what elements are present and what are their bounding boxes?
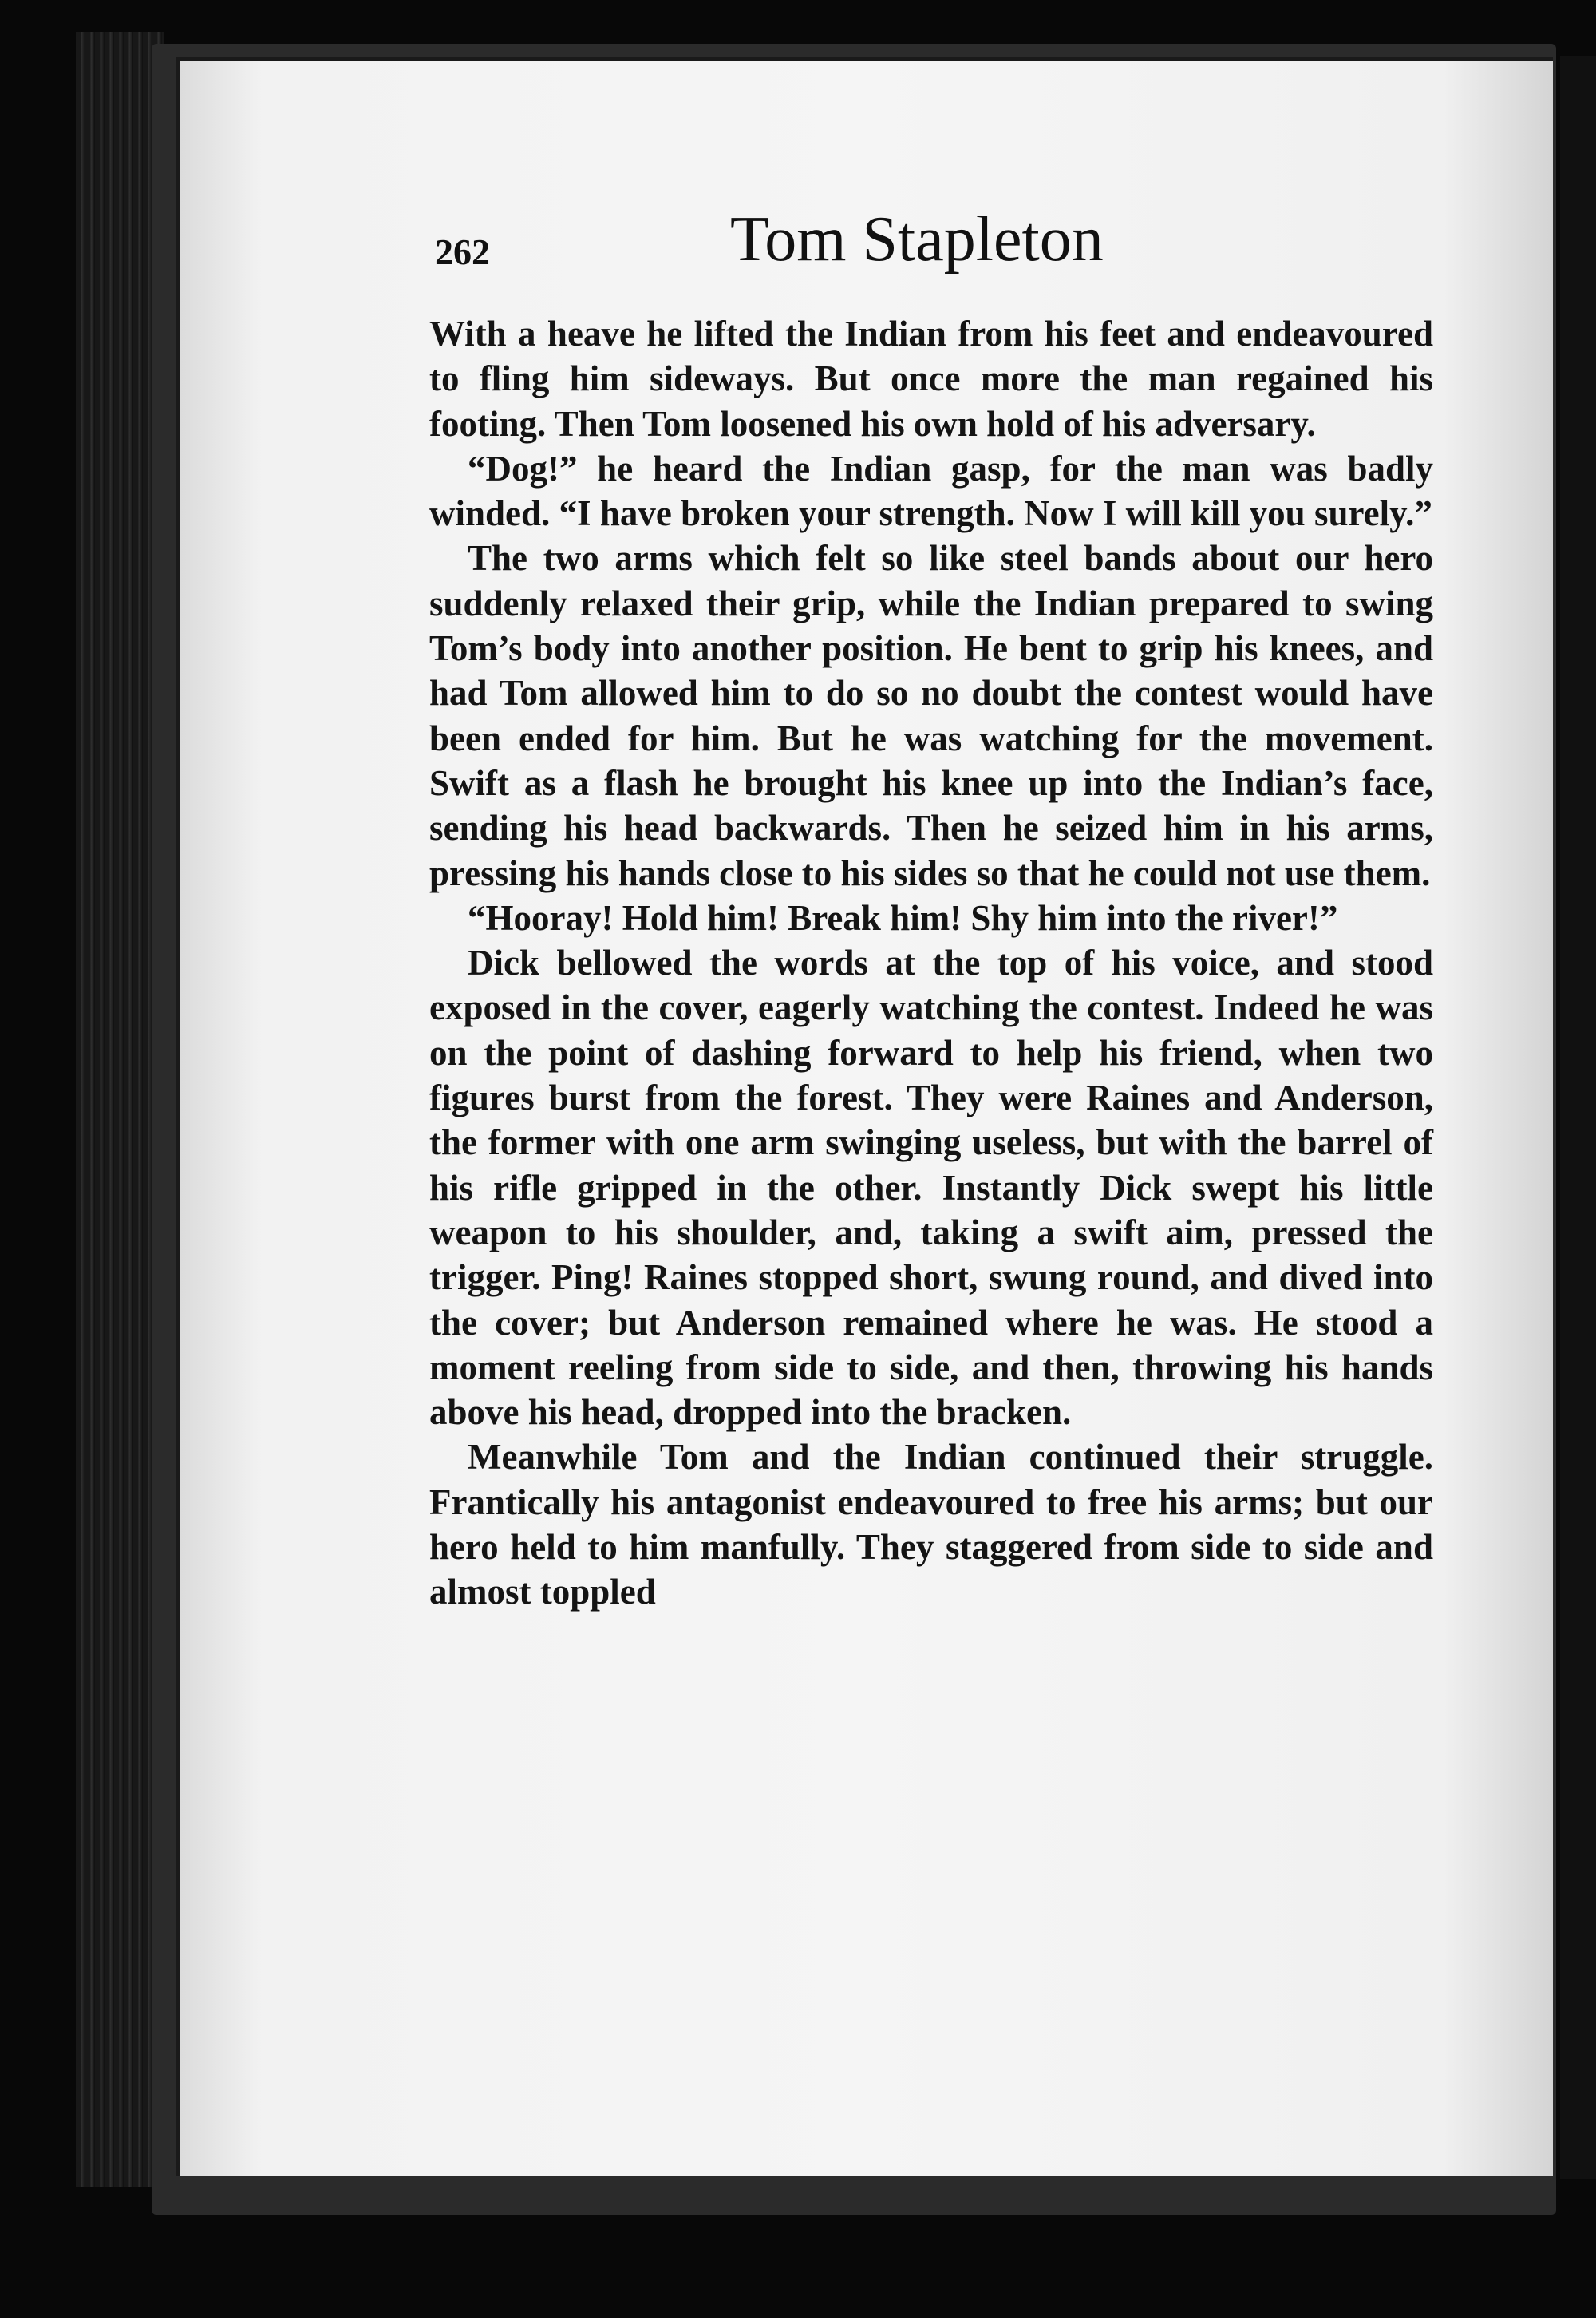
paragraph: Dick bellowed the words at the top of his voice, and stood exposed in the cover, eagerly watching the contest. Indeed he was on the point of dashing forward to help his friend, when two figures burst from the forest. They were Raines and Anderson, the former with one arm swinging useless, but with the barrel of his rifle gripped in the other. Instantly Dick swept his little weapon to his shoulder, and, taking a swift aim, pressed the trigger. Ping! Raines stopped short, swung round, and dived into the cover; but Anderson remained where he was. He stood a moment reeling from side to side, and then, throwing his hands above his head, dropped into the bracken.: [429, 943, 1433, 1433]
page-number: 262: [435, 231, 490, 272]
page-header: [435, 204, 1424, 291]
right-dark-margin: [1560, 56, 1596, 2179]
paragraph: Meanwhile Tom and the Indian continued their struggle. Frantically his antagonist endeavoured to free his arms; but our hero held to him manfully. They staggered from side to side and almost toppled: [429, 1437, 1433, 1612]
paragraph: With a heave he lifted the Indian from his feet and endeavoured to fling him sideways. But once more the man regained his footing. Then Tom loosened his own hold of his adversary.: [429, 314, 1433, 444]
body-text: [429, 311, 1433, 1615]
running-title: Tom Stapleton: [730, 204, 1104, 275]
paragraph: The two arms which felt so like steel bands about our hero suddenly relaxed their grip, while the Indian prepared to swing Tom’s body into another position. He bent to grip his knees, and had Tom allowed him to do so no doubt the contest would have been ended for him. But he was watching for the movement. Swift as a flash he brought his knee up into the Indian’s face, sending his head backwards. Then he seized him in his arms, pressing his hands close to his sides so that he could not use them.: [429, 538, 1433, 893]
paragraph: “Hooray! Hold him! Break him! Shy him into the river!”: [468, 897, 1338, 938]
book-edge: [76, 32, 164, 2187]
paragraph: “Dog!” he heard the Indian gasp, for the man was badly winded. “I have broken your strength. Now I will kill you surely.”: [429, 448, 1433, 534]
